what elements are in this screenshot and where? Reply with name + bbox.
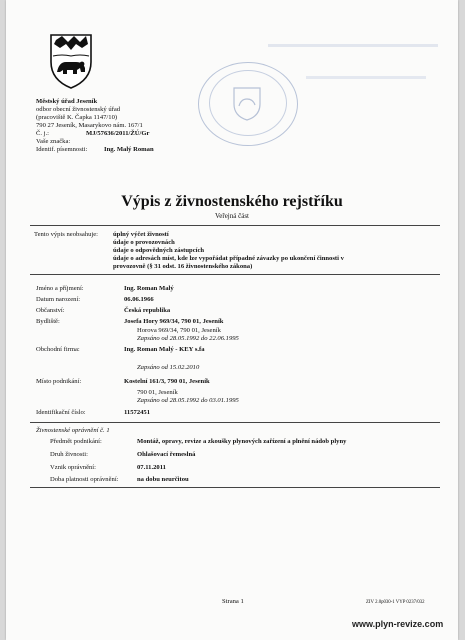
validity-value: na dobu neurčitou (137, 476, 189, 483)
faded-header-line (306, 76, 426, 79)
license-heading: Živnostenské oprávnění č. 1 (36, 427, 110, 434)
ico-label: Identifikační číslo: (36, 409, 86, 416)
ident-label: Identif. písemnosti: (36, 146, 88, 153)
faded-header-line (268, 44, 438, 47)
scope-item: údaje o adresách míst, kde lze vypořádat případné závazky po ukončení činnosti v (113, 255, 344, 262)
office-name: Městský úřad Jeseník (36, 98, 98, 105)
office-line-1: odbor obecní živnostenský úřad (36, 106, 121, 113)
reference-label: Vaše značka: (36, 138, 71, 145)
scope-item: úplný výčet živností (113, 231, 169, 238)
residence-old-note: Zapsáno od 28.05.1992 do 22.06.1995 (137, 335, 239, 342)
form-code: ZIV 2.0p030-1 VYP 0237/032 (366, 600, 425, 605)
ident-value: Ing. Malý Roman (104, 146, 154, 153)
scope-item: údaje o provozovnách (113, 239, 175, 246)
subject-value: Montáž, opravy, revize a zkoušky plynových zařízení a plnění nádob plyny (137, 438, 347, 445)
business-place-old: 790 01, Jeseník (137, 389, 178, 396)
subject-label: Předmět podnikání: (50, 438, 102, 445)
scope-label: Tento výpis neobsahuje: (34, 231, 98, 238)
dob-label: Datum narození: (36, 296, 81, 303)
office-line-2: (pracoviště K. Čapka 1147/10) (36, 114, 118, 121)
divider (30, 274, 440, 275)
document-title: Výpis z živnostenského rejstříku (121, 193, 343, 210)
stamp-emblem-icon (232, 86, 262, 122)
ico-value: 11572451 (124, 409, 151, 416)
type-label: Druh živnosti: (50, 451, 88, 458)
trade-name-value: Ing. Roman Malý - KEY s.fa (124, 346, 205, 353)
type-value: Ohlašovací řemeslná (137, 451, 196, 458)
citizenship-value: Česká republika (124, 307, 171, 314)
cj-label: Č. j.: (36, 130, 50, 137)
divider (30, 487, 440, 488)
page-number: Strana 1 (222, 598, 244, 605)
document-page (6, 0, 458, 640)
origin-value: 07.11.2011 (137, 464, 166, 471)
business-place-label: Místo podnikání: (36, 378, 82, 385)
trade-name-label: Obchodní firma: (36, 346, 80, 353)
residence-value: Josefa Hory 969/34, 790 01, Jeseník (124, 318, 224, 325)
divider (30, 422, 440, 423)
cj-value: MJ/57636/2011/ŽÚ/Gr (86, 130, 150, 137)
divider (30, 225, 440, 226)
website-link[interactable]: www.plyn-revize.com (352, 619, 444, 629)
office-line-3: 790 27 Jeseník, Masarykovo nám. 167/1 (36, 122, 143, 129)
trade-name-note: Zapsáno od 15.02.2010 (137, 364, 200, 371)
business-place-old-note: Zapsáno od 28.05.1992 do 03.01.1995 (137, 397, 239, 404)
business-place-value: Kostelní 161/3, 790 01, Jeseník (124, 378, 210, 385)
coat-of-arms-icon (48, 32, 94, 90)
dob-value: 06.06.1966 (124, 296, 154, 303)
scope-item: provozovně (§ 31 odst. 16 živnostenského zákona) (113, 263, 253, 270)
scope-item: údaje o odpovědných zástupcích (113, 247, 205, 254)
residence-label: Bydliště: (36, 318, 60, 325)
document-subtitle: Veřejná část (214, 212, 249, 220)
citizenship-label: Občanství: (36, 307, 65, 314)
validity-label: Doba platnosti oprávnění: (50, 476, 119, 483)
name-label: Jméno a příjmení: (36, 285, 84, 292)
name-value: Ing. Roman Malý (124, 285, 174, 292)
residence-old: Horova 969/34, 790 01, Jeseník (137, 327, 221, 334)
origin-label: Vznik oprávnění: (50, 464, 96, 471)
